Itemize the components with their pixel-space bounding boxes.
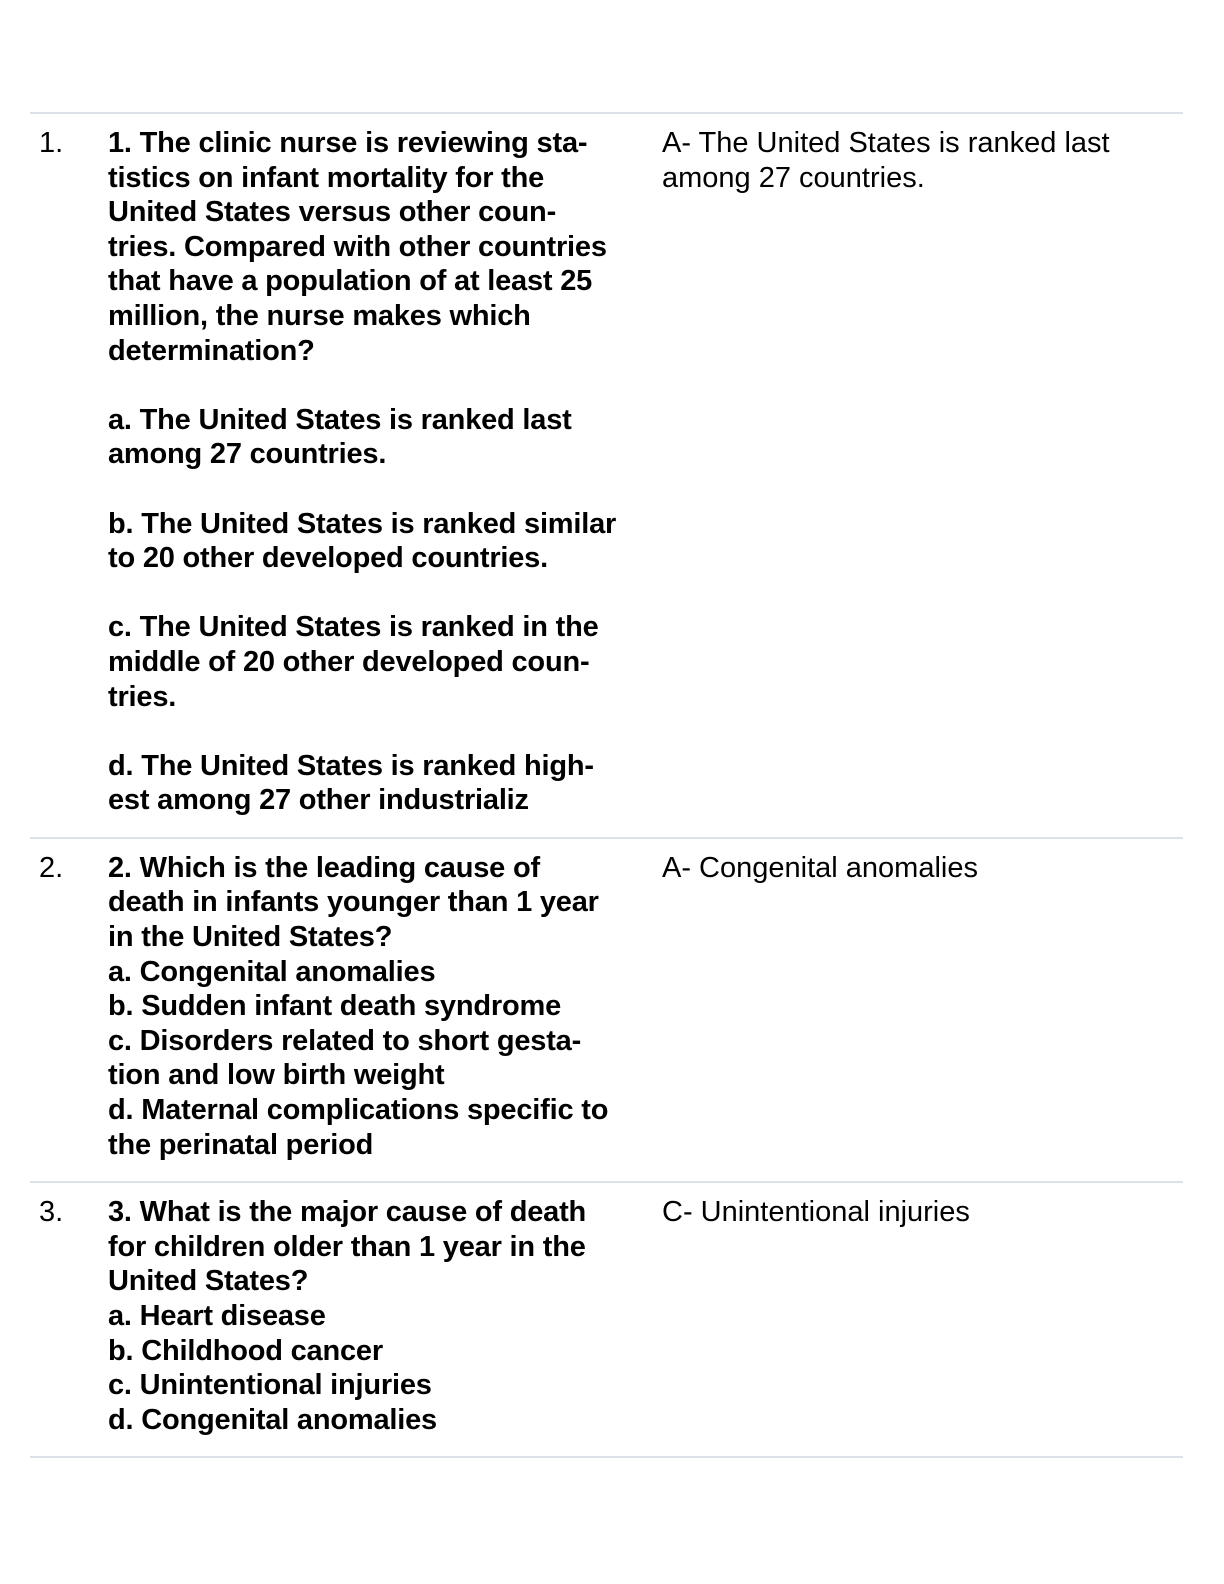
card-number: 2. (39, 851, 64, 884)
card-number: 1. (39, 127, 64, 159)
card-answer: A- The United States is ranked last among 27 countries. (662, 127, 1110, 194)
card-question: 3. What is the major cause of death for children older than 1 year in the United States? a. Heart disease b. Childhood cancer c. Unintentional injuries d. Congenital anomalies (108, 1196, 587, 1436)
card-row (30, 114, 1183, 839)
card-number: 3. (39, 1196, 64, 1229)
card-question: 1. The clinic nurse is reviewing sta- tistics on infant mortality for the United States versus other coun- tries. Compared with other countries that have a population of at least 25 million, the nurse makes which determination? a. The United States is ranked last among 27 countries. b. The United States is ranked similar to 20 other developed countries. c. The United States is ranked in the middle of 20 other developed coun- tries. d. The United States is ranked high- est among 27 other industrializ (108, 127, 617, 817)
flashcard-table (30, 112, 1183, 1458)
card-row (30, 1183, 1183, 1458)
card-question: 2. Which is the leading cause of death in infants younger than 1 year in the United States? a. Congenital anomalies b. Sudden infant death syndrome c. Disorders related to short gesta- tion and low birth weight d. Maternal complications specific to the perinatal period (108, 851, 609, 1161)
card-answer: A- Congenital anomalies (662, 851, 978, 884)
card-row (30, 839, 1183, 1183)
card-answer: C- Unintentional injuries (662, 1196, 970, 1229)
